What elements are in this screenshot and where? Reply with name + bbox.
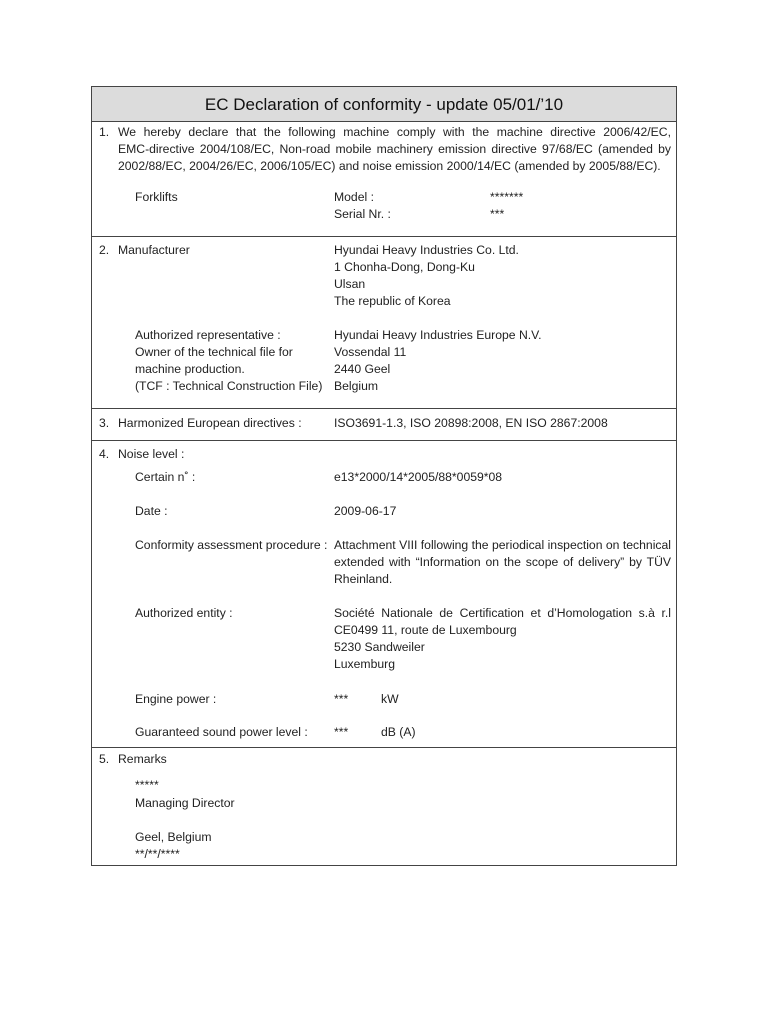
model-label: Model : <box>334 190 374 204</box>
entity-label: Authorized entity : <box>135 606 233 620</box>
procedure-line-1: Attachment VIII following the periodical inspection on technical <box>334 538 671 552</box>
machine-type: Forklifts <box>135 190 178 204</box>
manufacturer-street: 1 Chonha-Dong, Dong-Ku <box>334 260 475 274</box>
remarks-label: Remarks <box>118 752 167 766</box>
directives-value: ISO3691-1.3, ISO 20898:2008, EN ISO 2867:2008 <box>334 416 608 430</box>
rep-label-1: Authorized representative : <box>135 328 281 342</box>
section-3-number: 3. <box>99 416 110 430</box>
divider-2 <box>92 408 676 409</box>
entity-line-4: Luxemburg <box>334 657 395 671</box>
divider-3 <box>92 440 676 441</box>
rep-name: Hyundai Heavy Industries Europe N.V. <box>334 328 542 342</box>
rep-street: Vossendal 11 <box>334 345 407 359</box>
signing-date: **/**/**** <box>135 847 180 861</box>
date-value: 2009-06-17 <box>334 504 397 518</box>
signatory-name: ***** <box>135 778 159 792</box>
manufacturer-label: Manufacturer <box>118 243 190 257</box>
divider-1 <box>92 236 676 237</box>
procedure-label: Conformity assessment procedure : <box>135 538 328 552</box>
engine-power-value: *** <box>334 692 349 706</box>
date-label: Date : <box>135 504 168 518</box>
sound-level-value: *** <box>334 725 349 739</box>
engine-power-label: Engine power : <box>135 692 217 706</box>
serial-value: *** <box>490 207 505 221</box>
declaration-document <box>91 86 677 866</box>
certain-value: e13*2000/14*2005/88*0059*08 <box>334 470 503 484</box>
manufacturer-country: The republic of Korea <box>334 294 451 308</box>
sound-level-unit: dB (A) <box>381 725 416 739</box>
section-2-number: 2. <box>99 243 110 257</box>
declaration-line-1: We hereby declare that the following machine comply with the machine directive 2006/42/EC, <box>118 125 671 139</box>
manufacturer-city: Ulsan <box>334 277 366 291</box>
divider-4 <box>92 747 676 748</box>
entity-value <box>334 605 671 673</box>
rep-label-3: machine production. <box>135 362 245 376</box>
entity-line-1: Société Nationale de Certification et d’Homologation s.à r.l <box>334 606 671 620</box>
directives-label: Harmonized European directives : <box>118 416 302 430</box>
rep-label-4: (TCF : Technical Construction File) <box>135 379 323 393</box>
rep-label-2: Owner of the technical file for <box>135 345 293 359</box>
declaration-line-2: EMC-directive 2004/108/EC, Non-road mobile machinery emission directive 97/68/EC (amended by <box>118 142 671 156</box>
section-4-number: 4. <box>99 447 110 461</box>
declaration-line-3: 2002/88/EC, 2004/26/EC, 2006/105/EC) and noise emission 2000/14/EC (amended by 2005/88/EC). <box>118 159 661 173</box>
rep-country: Belgium <box>334 379 379 393</box>
procedure-line-3: Rheinland. <box>334 572 393 586</box>
model-value: ******* <box>490 190 524 204</box>
engine-power-unit: kW <box>381 692 399 706</box>
signatory-role: Managing Director <box>135 796 235 810</box>
section-5-number: 5. <box>99 752 110 766</box>
section-1-declaration <box>118 124 671 175</box>
noise-level-label: Noise level : <box>118 447 185 461</box>
procedure-line-2: extended with “Information on the scope of delivery” by TÜV <box>334 555 671 569</box>
entity-line-2: CE0499 11, route de Luxembourg <box>334 623 517 637</box>
rep-city: 2440 Geel <box>334 362 391 376</box>
document-title: EC Declaration of conformity - update 05/01/’10 <box>92 87 676 122</box>
procedure-value <box>334 537 671 588</box>
section-1-number: 1. <box>99 125 110 139</box>
signing-place: Geel, Belgium <box>135 830 212 844</box>
certain-label: Certain n˚ : <box>135 470 196 484</box>
serial-label: Serial Nr. : <box>334 207 391 221</box>
sound-level-label: Guaranteed sound power level : <box>135 725 308 739</box>
entity-line-3: 5230 Sandweiler <box>334 640 425 654</box>
manufacturer-name: Hyundai Heavy Industries Co. Ltd. <box>334 243 519 257</box>
